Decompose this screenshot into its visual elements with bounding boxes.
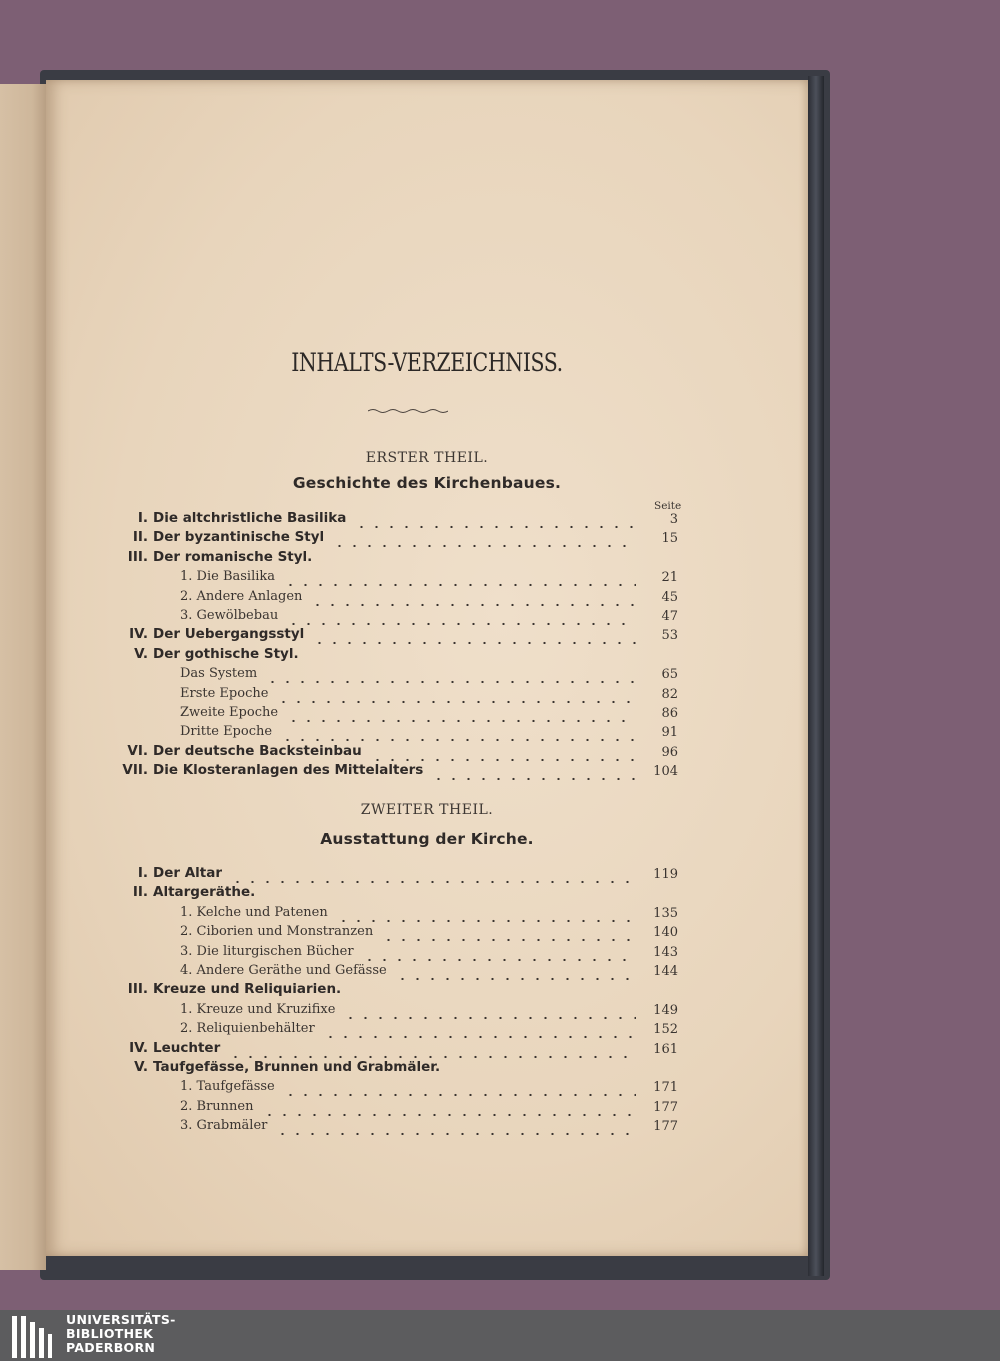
toc-row	[46, 510, 808, 530]
part1-heading: Geschichte des Kirchenbaues.	[292, 474, 562, 492]
toc-entry-number: II.	[132, 884, 148, 901]
toc-page-number: 149	[653, 1002, 678, 1018]
toc-page-number: 82	[661, 686, 678, 702]
book-page	[46, 80, 808, 1256]
toc-subentry-title: 2. Reliquienbehälter	[180, 1021, 315, 1037]
toc-page-number: 171	[653, 1080, 678, 1096]
toc-subentry-title: 3. Gewölbebau	[180, 608, 279, 623]
dot-leader	[286, 708, 636, 722]
toc-page-number: 96	[661, 744, 678, 760]
dot-leader	[354, 514, 636, 528]
toc-entry-number: II.	[132, 529, 148, 546]
dot-leader	[275, 1121, 636, 1135]
toc-row	[46, 962, 808, 982]
toc-entry-number: IV.	[129, 1039, 148, 1056]
toc-subentry-title: 2. Brunnen	[180, 1098, 254, 1114]
book-spine-edge	[808, 76, 824, 1276]
toc-page-number: 152	[653, 1022, 678, 1038]
toc-entry-title: Leuchter	[153, 1039, 221, 1056]
toc-row	[46, 1078, 808, 1098]
toc-entry-title: Taufgefässe, Brunnen und Grabmäler.	[153, 1059, 441, 1075]
toc-page-number: 119	[653, 867, 678, 882]
toc-page-number: 86	[661, 706, 678, 721]
left-page-edge	[0, 84, 46, 1270]
toc-row	[46, 981, 808, 1001]
toc-entry-title: Altargeräthe.	[153, 884, 256, 901]
dot-leader	[343, 1005, 636, 1019]
dot-leader	[312, 630, 636, 644]
toc-row	[46, 607, 808, 627]
dot-leader	[395, 966, 636, 980]
part2-heading: Ausstattung der Kirche.	[320, 830, 534, 848]
toc-entry-number: I.	[137, 865, 148, 881]
toc-subentry-title: Das System	[180, 666, 258, 682]
toc-row	[46, 1059, 808, 1079]
toc-entry-title: Die altchristliche Basilika	[153, 510, 347, 526]
toc-row	[46, 762, 808, 782]
toc-row	[46, 588, 808, 608]
dot-leader	[310, 592, 636, 606]
toc-row	[46, 1117, 808, 1137]
toc-entry-title: Kreuze und Reliquiarien.	[153, 981, 342, 998]
toc-page-number: 91	[661, 725, 678, 741]
logo-line: UNIVERSITÄTS-	[66, 1312, 176, 1327]
toc-subentry-title: 1. Kelche und Patenen	[180, 904, 328, 920]
dot-leader	[286, 611, 636, 625]
dot-leader	[265, 669, 636, 683]
dot-leader	[332, 533, 636, 547]
toc-entry-number: V.	[134, 1059, 148, 1075]
toc-entry-number: VII.	[122, 762, 148, 779]
dot-leader	[262, 1102, 636, 1116]
toc-row	[46, 549, 808, 569]
toc-page-number: 3	[669, 512, 678, 527]
logo-line: PADERBORN	[66, 1340, 156, 1355]
toc-row	[46, 685, 808, 705]
toc-entry-number: III.	[127, 981, 148, 998]
library-logo-text	[66, 1313, 176, 1355]
toc-entry-number: I.	[137, 510, 148, 526]
toc-subentry-title: Zweite Epoche	[180, 705, 279, 720]
toc-entry-title: Der Uebergangsstyl	[153, 626, 305, 643]
toc-entry-number: IV.	[129, 626, 148, 643]
toc-row	[46, 865, 808, 885]
toc-row	[46, 1020, 808, 1040]
toc-subentry-title: Dritte Epoche	[180, 724, 273, 740]
toc-entry-title: Der gothische Styl.	[153, 645, 299, 662]
logo-line: BIBLIOTHEK	[66, 1326, 154, 1341]
toc-subentry-title: 3. Grabmäler	[180, 1118, 268, 1134]
toc-page-number: 21	[661, 570, 678, 586]
toc-row	[46, 923, 808, 943]
toc-entry-number: VI.	[127, 742, 148, 759]
toc-row	[46, 943, 808, 963]
seite-label: Seite	[654, 500, 682, 512]
toc-page-number: 144	[653, 964, 678, 979]
toc-page-number: 177	[653, 1099, 678, 1115]
toc-page-number: 143	[653, 944, 678, 960]
dot-leader	[336, 908, 636, 922]
toc-subentry-title: 1. Kreuze und Kruzifixe	[180, 1001, 336, 1017]
library-logo-icon	[12, 1316, 52, 1358]
toc-row	[46, 529, 808, 549]
dot-leader	[362, 947, 636, 961]
toc-page-number: 65	[661, 667, 678, 683]
dot-leader	[230, 869, 636, 883]
toc-entry-number: V.	[134, 645, 148, 662]
toc-subentry-title: 3. Die liturgischen Bücher	[180, 943, 354, 959]
toc-subentry-title: 2. Andere Anlagen	[180, 588, 303, 604]
toc-row	[46, 665, 808, 685]
dot-leader	[381, 927, 636, 941]
toc-page-number: 135	[653, 905, 678, 921]
dot-leader	[276, 689, 636, 703]
toc-row	[46, 704, 808, 724]
dot-leader	[431, 766, 636, 780]
toc-row	[46, 626, 808, 646]
toc-row	[46, 743, 808, 763]
library-footer	[0, 1310, 1000, 1361]
part2-label: ZWEITER THEIL.	[360, 802, 494, 818]
dot-leader	[323, 1024, 636, 1038]
toc-row	[46, 568, 808, 588]
toc-subentry-title: 2. Ciborien und Monstranzen	[180, 924, 374, 940]
toc-row	[46, 646, 808, 666]
toc-row	[46, 884, 808, 904]
toc-entry-title: Der romanische Styl.	[153, 548, 313, 565]
toc-entry-title: Die Klosteranlagen des Mittelalters	[153, 762, 424, 779]
toc-row	[46, 1098, 808, 1118]
toc-subentry-title: 1. Taufgefässe	[180, 1079, 275, 1095]
part1-label: ERSTER THEIL.	[365, 450, 489, 466]
toc-subentry-title: 4. Andere Geräthe und Gefässe	[180, 963, 387, 978]
toc-subentry-title: Erste Epoche	[180, 685, 269, 701]
toc-row	[46, 723, 808, 743]
toc-entry-title: Der deutsche Backsteinbau	[153, 742, 362, 759]
toc-page-number: 140	[653, 925, 678, 941]
toc-page-number: 45	[661, 589, 678, 605]
dot-leader	[283, 1082, 636, 1096]
dot-leader	[280, 727, 636, 741]
toc-page-number: 47	[661, 609, 678, 624]
dot-leader	[370, 747, 636, 761]
toc-page-number: 104	[653, 764, 678, 780]
toc-row	[46, 1040, 808, 1060]
toc-subentry-title: 1. Die Basilika	[180, 569, 276, 585]
toc-page-number: 177	[653, 1119, 678, 1135]
toc-page-number: 53	[661, 628, 678, 644]
toc-entry-number: III.	[127, 548, 148, 565]
toc-page-number: 161	[653, 1041, 678, 1057]
dot-leader	[228, 1044, 636, 1058]
toc-entry-title: Der Altar	[153, 865, 223, 881]
page-title: INHALTS-VERZEICHNISS.	[291, 348, 563, 377]
ornament-divider	[368, 407, 448, 415]
dot-leader	[283, 572, 636, 586]
toc-entry-title: Der byzantinische Styl	[153, 529, 325, 546]
toc-row	[46, 904, 808, 924]
toc-row	[46, 1001, 808, 1021]
toc-page-number: 15	[661, 531, 678, 547]
